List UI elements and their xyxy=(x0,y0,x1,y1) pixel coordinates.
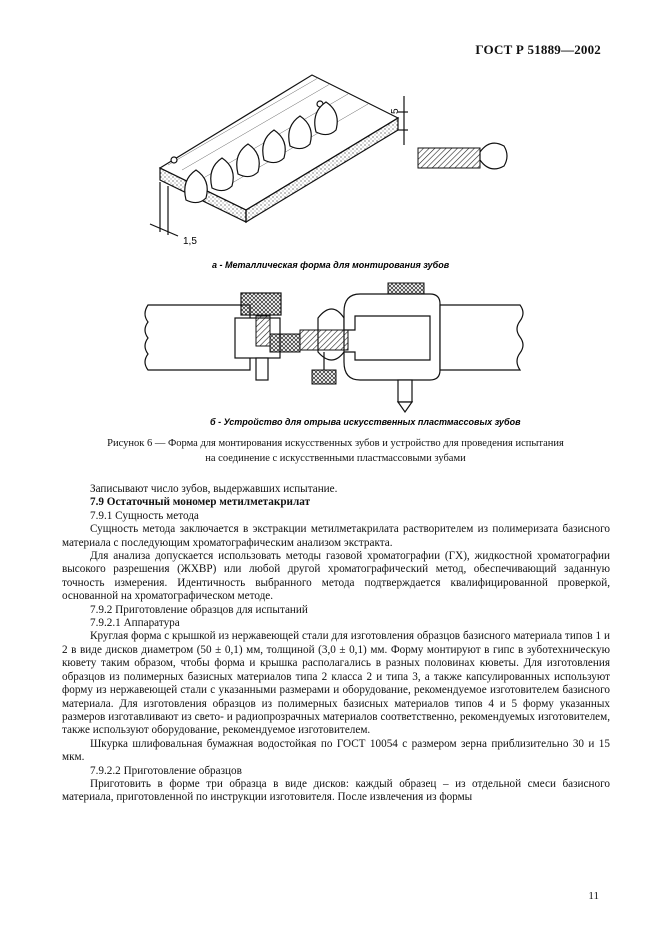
section-number: 7.9 xyxy=(90,496,104,509)
document-header: ГОСТ Р 51889—2002 xyxy=(475,42,601,57)
figure-caption-a: а - Металлическая форма для монтирования зубов xyxy=(212,260,450,270)
section-title: Остаточный мономер метилметакрилат xyxy=(106,496,311,509)
subsection-heading: 7.9.2.2 Приготовление образцов xyxy=(90,764,242,777)
dimension-top: 5 xyxy=(390,108,401,114)
paragraph: Сущность метода заключается в экстракции метилметакрилата растворителем из полимеризата базисного материала с последующим хроматографическим анализом экстракта. xyxy=(62,523,610,549)
paragraph: Круглая форма с крышкой из нержавеющей стали для изготовления образцов базисного материала типов 1 и 2 в виде дисков диаметром (50 ± 0,1) мм, толщиной (3,0 ± 0,1) мм. Форму монтируют в гипс в зуботехническую кювету таким образом, чтобы форма и крышка располагались в разных половинах кюветы. Для изготовления образцов из полимерных базисных материалов типа 2 класса 2 и типа 3, а также капсулированных используют форму из нержавеющей стали с указанными размерами и оборудование, рекомендуемое изготовителем базисного материала. Для изготовления образцов из полимерных базисных материалов типов 4 и 5 форму указанных размеров изготавливают из свето- и радиопрозрачных материалов соответственно, рекомендуемых изготовителем, также используют оборудование, рекомендуемое изготовителем. xyxy=(62,630,610,737)
figure-caption-line-1: Рисунок 6 — Форма для монтирования искусственных зубов и устройство для проведения испытания xyxy=(107,438,564,449)
subsection-heading: 7.9.1 Сущность метода xyxy=(90,509,199,522)
section-heading xyxy=(62,496,610,509)
figure-caption-b: б - Устройство для отрыва искусственных пластмассовых зубов xyxy=(210,417,521,427)
figure-caption xyxy=(60,436,611,466)
paragraph: Записывают число зубов, выдержавших испытание. xyxy=(90,483,338,495)
paragraph: Шкурка шлифовальная бумажная водостойкая по ГОСТ 10054 с размером зерна приблизительно 30 и 15 мкм. xyxy=(62,737,610,764)
dimension-bottom: 1,5 xyxy=(183,236,197,247)
tooth-pull-device-drawing xyxy=(145,283,523,412)
page-number: 11 xyxy=(588,890,599,902)
paragraph: Приготовить в форме три образца в виде дисков: каждый образец – из отдельной смеси базисного материала, приготовленной по инструкции изготовителя. После извлечения из формы xyxy=(62,777,610,804)
figure-caption-line-2: на соединение с искусственными пластмассовыми зубами xyxy=(205,453,466,464)
paragraph: Для анализа допускается использовать методы газовой хроматографии (ГХ), жидкостной хроматографии высокого разрешения (ЖХВР) или любой другой хроматографический метод, обеспечивающий заданную точность измерения. Идентичность выбранного метода подтверждается квалифицированной проверкой, основанной на хроматографическом методе. xyxy=(62,550,610,603)
body-text xyxy=(62,483,610,805)
subsection-heading: 7.9.2 Приготовление образцов для испытаний xyxy=(90,603,308,616)
subsection-heading: 7.9.2.1 Аппаратура xyxy=(90,617,180,630)
metal-mould-drawing xyxy=(150,75,507,247)
figure-6 xyxy=(0,0,661,430)
